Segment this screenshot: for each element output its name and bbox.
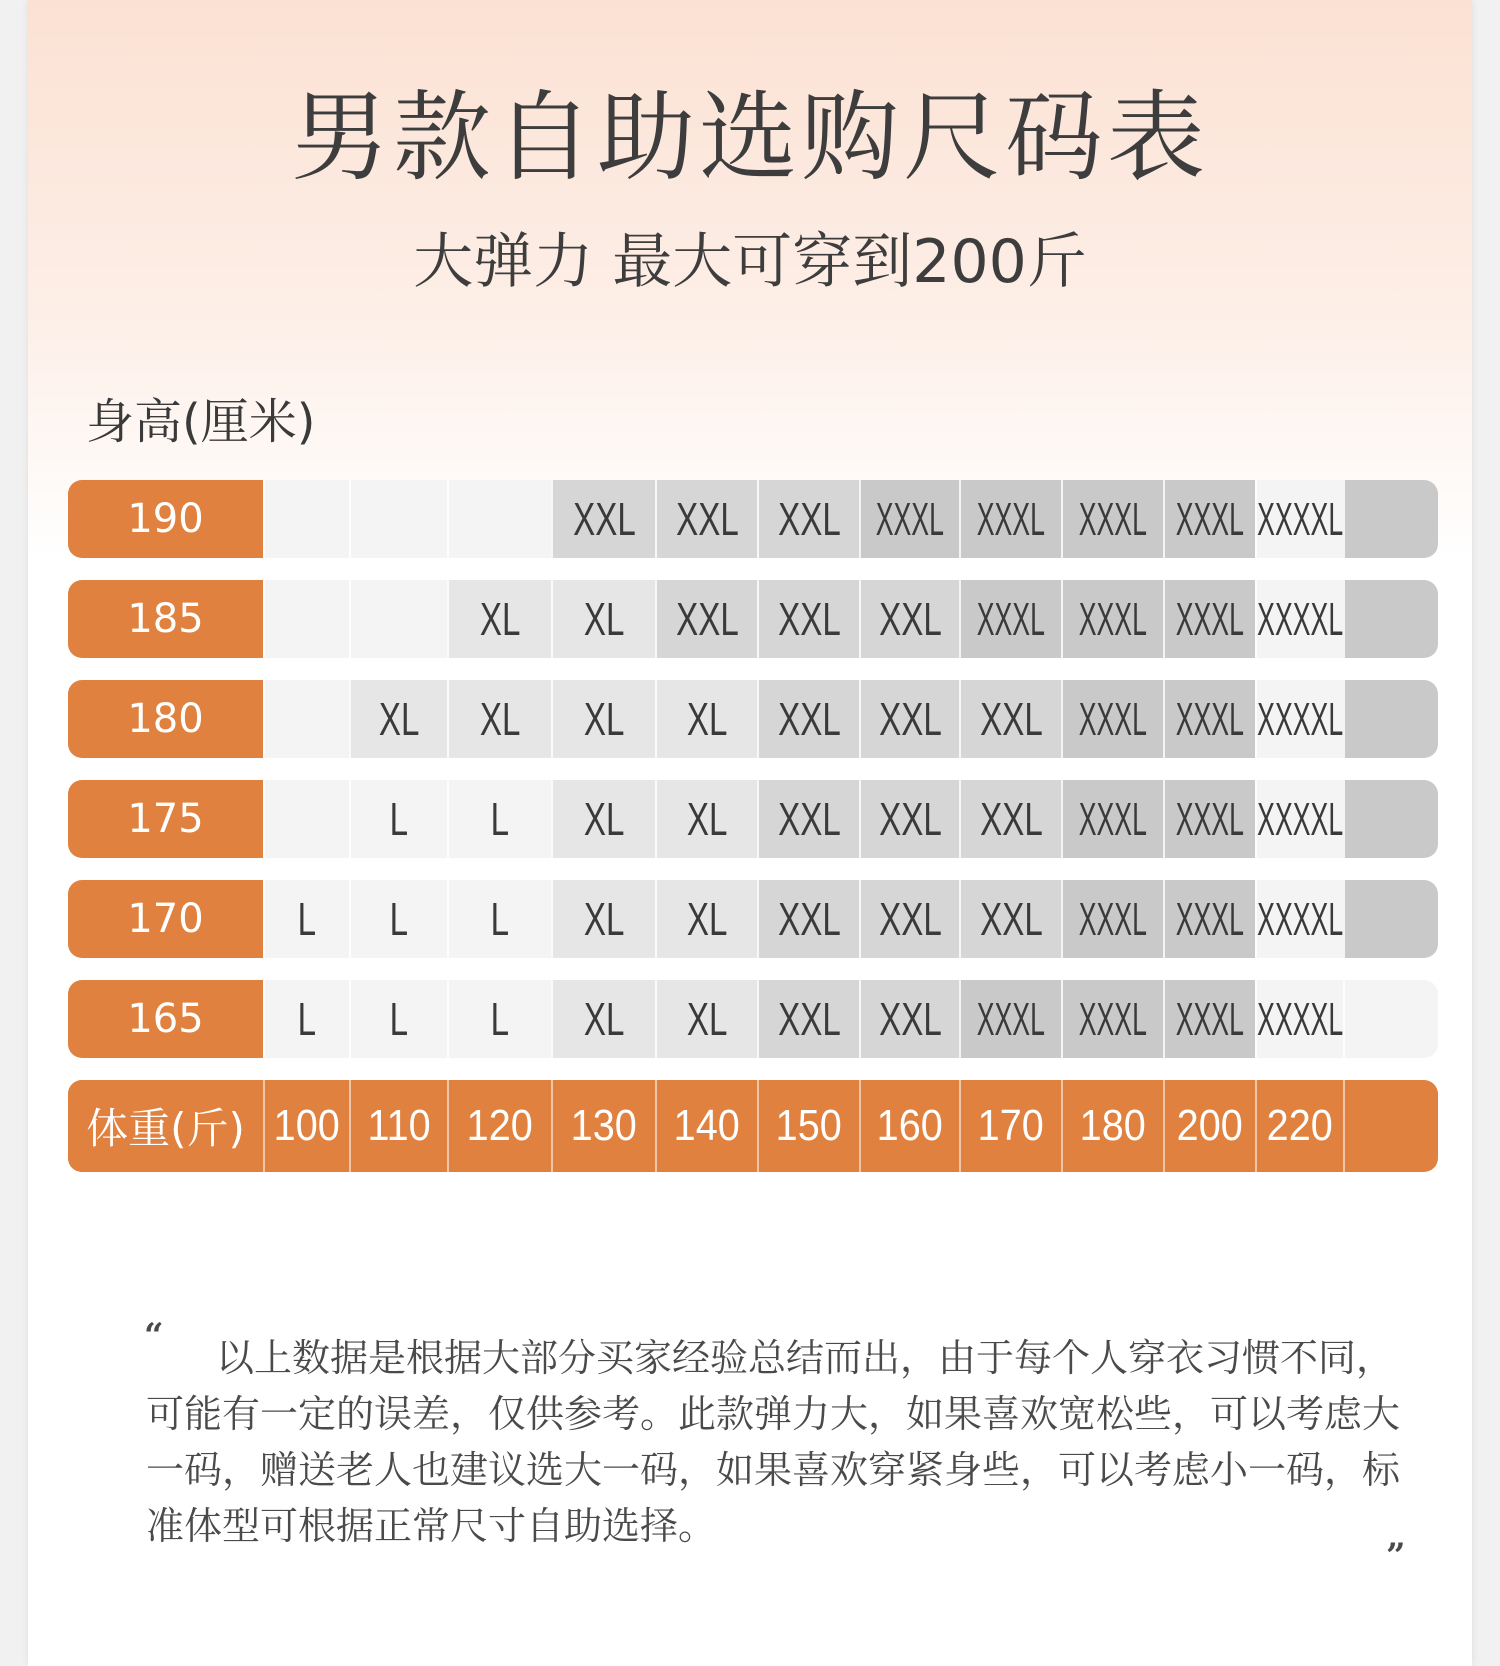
size-cell-label: XXXL (1175, 693, 1245, 745)
size-cell (447, 780, 551, 858)
weight-cell (263, 1080, 349, 1172)
size-cell (263, 980, 349, 1058)
weight-cell (551, 1080, 655, 1172)
size-cell (1255, 680, 1343, 758)
size-cell (551, 580, 655, 658)
size-cell-label: XXXL (875, 493, 945, 545)
size-cell-label: XXXL (976, 593, 1046, 645)
size-cell-label: L (490, 993, 510, 1045)
size-cell (859, 680, 959, 758)
size-cell (1163, 780, 1255, 858)
size-cell-label: XXXL (1175, 593, 1245, 645)
weight-cell-label: 140 (673, 1101, 741, 1150)
size-cell (959, 680, 1061, 758)
height-cell: 185 (68, 580, 263, 658)
page-title: 男款自助选购尺码表 (290, 81, 1209, 195)
size-cell-label: XXXXL (1256, 593, 1343, 645)
size-cell (349, 680, 447, 758)
size-cell-label: XXXL (1175, 493, 1245, 545)
size-cell (349, 580, 447, 658)
close-quote-mark: ” (1386, 1536, 1406, 1576)
size-row-175 (68, 780, 1438, 858)
size-cell (1163, 680, 1255, 758)
weight-cell (959, 1080, 1061, 1172)
weight-cell-label: 110 (367, 1101, 431, 1150)
size-cell (859, 580, 959, 658)
size-cell-label: XL (686, 993, 728, 1045)
size-cell-label: L (297, 993, 317, 1045)
weight-cell-label: 100 (273, 1101, 341, 1150)
size-chart-page (28, 0, 1472, 1666)
size-cell-label: XXXL (1078, 793, 1148, 845)
size-cell-label: XXXL (1175, 993, 1245, 1045)
weight-cell-label: 120 (466, 1101, 534, 1150)
open-quote-mark: “ (144, 1316, 164, 1356)
size-cell-label: XXL (878, 793, 942, 845)
size-cell (447, 580, 551, 658)
height-cell: 180 (68, 680, 263, 758)
size-note-text: 以上数据是根据大部分买家经验总结而出，由于每个人穿衣习惯不同，可能有一定的误差，仅供参考。此款弹力大，如果喜欢宽松些，可以考虑大一码，赠送老人也建议选大一码，如果喜欢穿紧身些，可以考虑小一码，标准体型可根据正常尺寸自助选择。 (146, 1336, 1401, 1548)
size-cell (757, 880, 859, 958)
size-cell-label: XXL (777, 993, 841, 1045)
size-cell-label: XXL (979, 793, 1043, 845)
size-cell-label: XXXL (1078, 593, 1148, 645)
size-cell-label: L (297, 893, 317, 945)
size-cell (859, 480, 959, 558)
height-cell: 165 (68, 980, 263, 1058)
size-cell-label: XXXL (1175, 793, 1245, 845)
size-cell (655, 880, 757, 958)
weight-cell-label: 160 (876, 1101, 944, 1150)
size-cell (551, 880, 655, 958)
row-end-filler (1343, 980, 1438, 1058)
row-end-filler (1343, 1080, 1438, 1172)
row-end-filler (1343, 480, 1438, 558)
size-cell-label: XXL (777, 593, 841, 645)
size-cell (1061, 680, 1163, 758)
row-end-filler (1343, 680, 1438, 758)
size-cell (263, 880, 349, 958)
weight-row (68, 1080, 1438, 1172)
size-cell (349, 780, 447, 858)
size-cell (655, 580, 757, 658)
height-axis-label: 身高(厘米) (86, 394, 316, 450)
size-cell-label: XXL (777, 493, 841, 545)
size-cell (1061, 780, 1163, 858)
size-cell (447, 480, 551, 558)
size-cell (263, 480, 349, 558)
size-cell-label: XXXL (1078, 493, 1148, 545)
weight-cell-label: 220 (1266, 1101, 1334, 1150)
size-cell (655, 480, 757, 558)
size-cell-label: L (389, 793, 409, 845)
weight-cell (349, 1080, 447, 1172)
size-cell (959, 480, 1061, 558)
size-cell-label: XXL (572, 493, 636, 545)
weight-cell-label: 180 (1079, 1101, 1147, 1150)
size-cell-label: XXL (777, 693, 841, 745)
size-cell-label: XXXL (976, 493, 1046, 545)
size-cell (1255, 480, 1343, 558)
size-cell (551, 480, 655, 558)
weight-cell-label: 130 (570, 1101, 638, 1150)
height-cell: 175 (68, 780, 263, 858)
weight-axis-label: 体重(斤) (68, 1080, 263, 1172)
weight-cell-label: 170 (977, 1101, 1045, 1150)
size-cell (1061, 580, 1163, 658)
size-cell-label: XL (583, 893, 625, 945)
size-cell (859, 880, 959, 958)
size-cell (1061, 980, 1163, 1058)
size-cell-label: XL (686, 693, 728, 745)
size-cell-label: XXL (777, 893, 841, 945)
size-cell-label: XXXL (1175, 893, 1245, 945)
size-cell (349, 880, 447, 958)
size-row-165 (68, 980, 1438, 1058)
size-cell-label: XL (479, 693, 521, 745)
size-cell-label: XXXXL (1256, 993, 1343, 1045)
size-cell-label: XXXL (976, 993, 1046, 1045)
size-cell-label: XXXL (1078, 993, 1148, 1045)
size-cell (551, 980, 655, 1058)
size-cell-label: XXXL (1078, 893, 1148, 945)
weight-cell (1061, 1080, 1163, 1172)
size-cell-label: XXL (878, 993, 942, 1045)
size-cell-label: XXXXL (1256, 893, 1343, 945)
size-cell (859, 780, 959, 858)
size-cell-label: XXXXL (1256, 693, 1343, 745)
size-cell-label: XL (686, 893, 728, 945)
height-cell: 190 (68, 480, 263, 558)
size-cell-label: L (490, 793, 510, 845)
size-cell (959, 580, 1061, 658)
size-cell (349, 480, 447, 558)
weight-cell (1163, 1080, 1255, 1172)
size-cell (349, 980, 447, 1058)
page-subtitle: 大弹力 最大可穿到200斤 (413, 227, 1087, 297)
size-cell (263, 580, 349, 658)
size-cell (959, 980, 1061, 1058)
size-cell (959, 880, 1061, 958)
size-cell (757, 580, 859, 658)
size-cell (1163, 880, 1255, 958)
weight-cell (447, 1080, 551, 1172)
size-cell (757, 980, 859, 1058)
size-cell (1255, 580, 1343, 658)
size-cell-label: XL (479, 593, 521, 645)
size-cell-label: XXL (979, 693, 1043, 745)
size-cell-label: XXL (878, 593, 942, 645)
size-cell-label: XL (583, 993, 625, 1045)
size-cell (1163, 580, 1255, 658)
weight-cell (655, 1080, 757, 1172)
size-cell (757, 680, 859, 758)
height-cell: 170 (68, 880, 263, 958)
size-cell (1163, 980, 1255, 1058)
size-cell-label: XL (583, 693, 625, 745)
row-end-filler (1343, 880, 1438, 958)
size-row-190 (68, 480, 1438, 558)
size-cell-label: XXL (675, 493, 739, 545)
size-cell-label: L (389, 993, 409, 1045)
weight-cell (757, 1080, 859, 1172)
size-cell (655, 780, 757, 858)
row-end-filler (1343, 780, 1438, 858)
size-cell (757, 780, 859, 858)
size-row-185 (68, 580, 1438, 658)
size-cell (447, 880, 551, 958)
size-cell-label: L (389, 893, 409, 945)
size-cell (447, 680, 551, 758)
size-cell-label: XL (378, 693, 420, 745)
size-cell-label: XXXXL (1256, 793, 1343, 845)
size-cell (263, 680, 349, 758)
weight-cell-label: 150 (775, 1101, 843, 1150)
size-cell-label: XXL (675, 593, 739, 645)
size-cell-label: XXXXL (1256, 493, 1343, 545)
size-cell (859, 980, 959, 1058)
size-cell (447, 980, 551, 1058)
size-cell-label: XXL (979, 893, 1043, 945)
size-cell (263, 780, 349, 858)
weight-cell-label: 200 (1176, 1101, 1244, 1150)
size-cell (1255, 980, 1343, 1058)
size-cell (551, 780, 655, 858)
size-note (146, 1330, 1416, 1554)
size-cell-label: XXXL (1078, 693, 1148, 745)
size-cell (655, 680, 757, 758)
size-cell (1163, 480, 1255, 558)
size-cell-label: XL (686, 793, 728, 845)
weight-cell (1255, 1080, 1343, 1172)
size-cell (757, 480, 859, 558)
row-end-filler (1343, 580, 1438, 658)
size-cell-label: XXL (878, 893, 942, 945)
size-cell (1255, 780, 1343, 858)
size-cell-label: XL (583, 593, 625, 645)
size-cell-label: XL (583, 793, 625, 845)
size-cell-label: XXL (878, 693, 942, 745)
size-row-180 (68, 680, 1438, 758)
size-cell (1061, 880, 1163, 958)
size-row-170 (68, 880, 1438, 958)
weight-cell (859, 1080, 959, 1172)
size-cell (551, 680, 655, 758)
size-cell (1061, 480, 1163, 558)
size-cell (959, 780, 1061, 858)
size-cell-label: L (490, 893, 510, 945)
size-cell (1255, 880, 1343, 958)
size-cell (655, 980, 757, 1058)
size-cell-label: XXL (777, 793, 841, 845)
